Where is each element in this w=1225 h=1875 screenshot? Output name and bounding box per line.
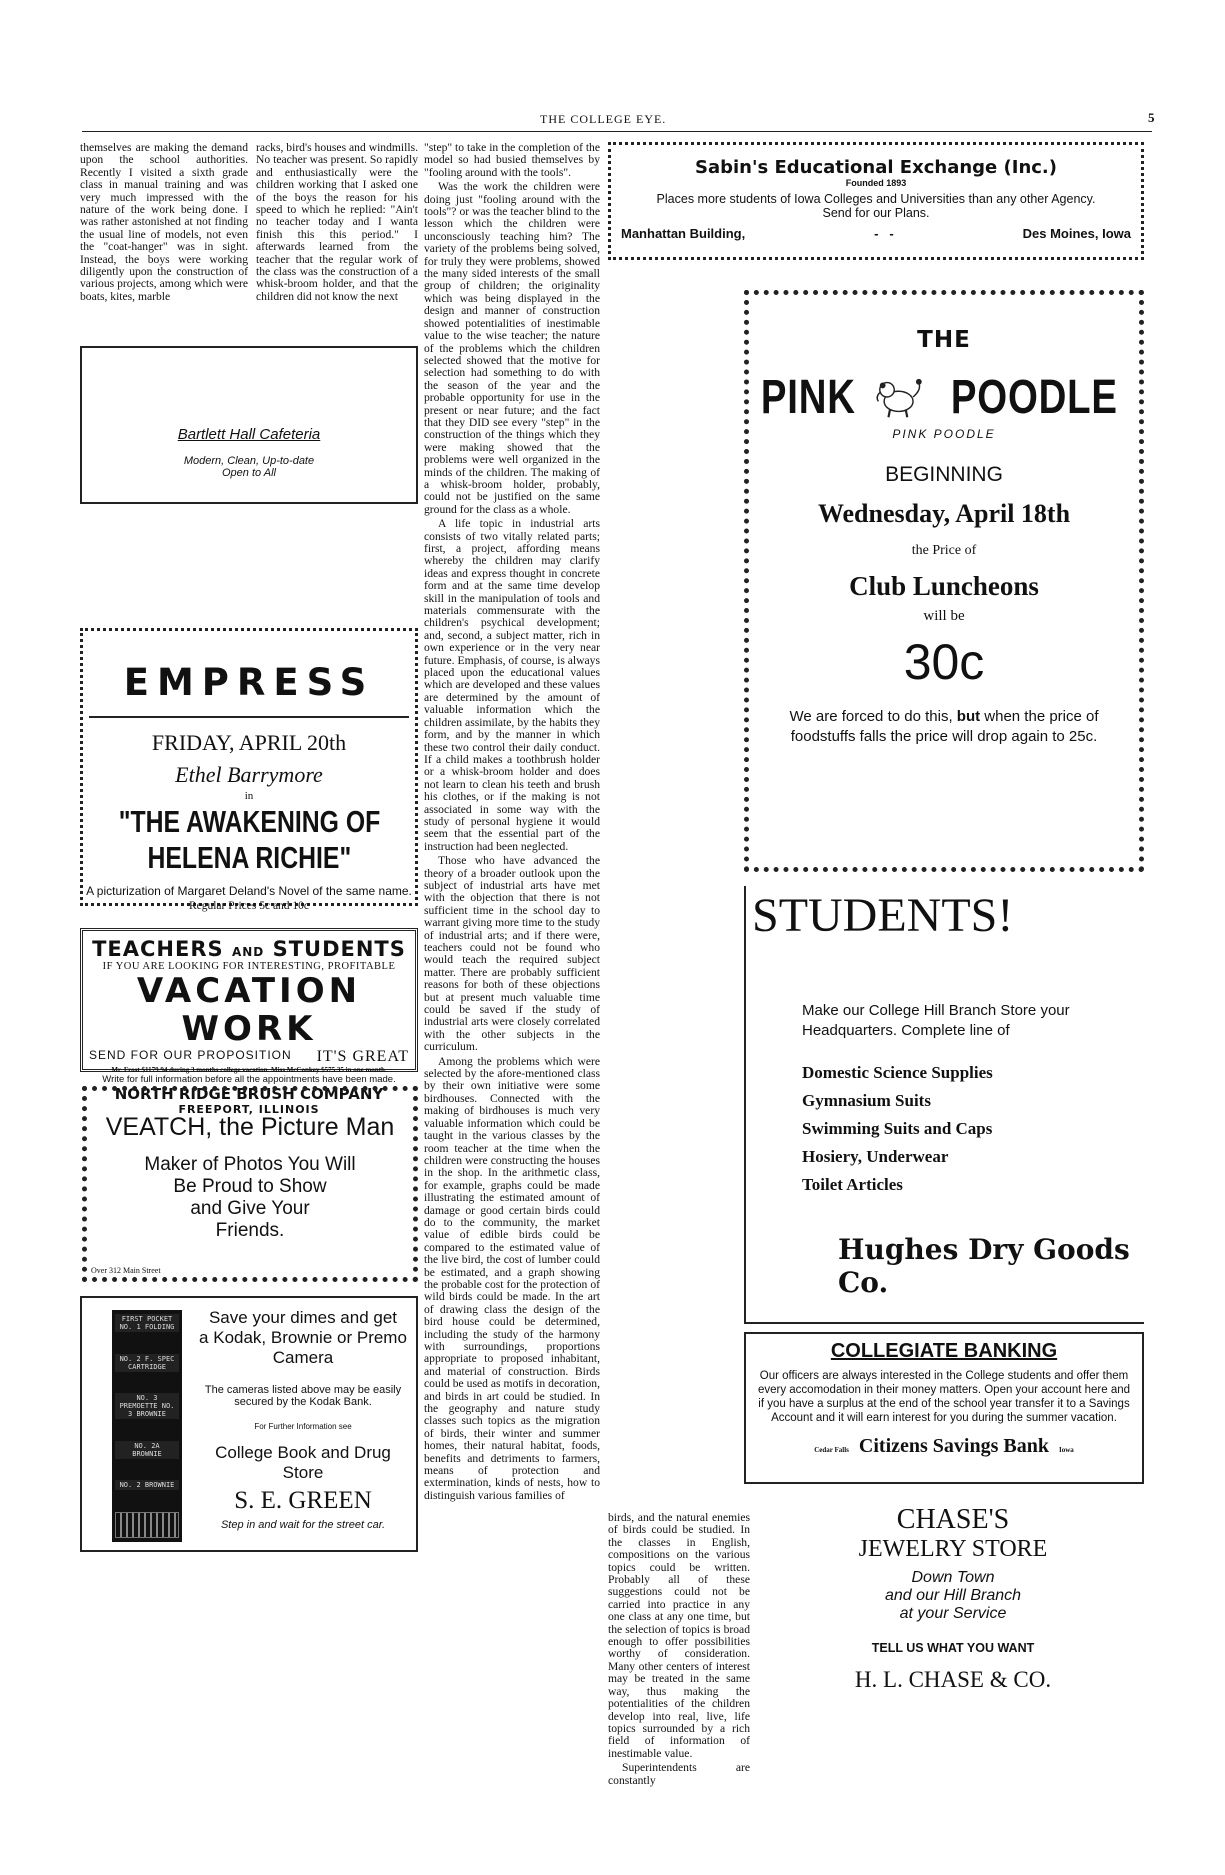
article-paragraph: Among the problems which were selected by the afore-mentioned class by their own initiative were some birdhouses. Connected with the making of birdhouses is much very valuable information which could be taught in the various classes by the room teacher at the time when the children were constructing the houses in the shop. In the arithmetic class, for example, graphs could be made illustrating the estimated amount of damage or good certain birds could do to the community, the market value of edible birds could be compared to the estimated value of the live bird, the cost of lumber could be estimated, and a graph showing the probable cost for the protection of wild birds could be made. In the art of drawing class the design of the bird house could be determined, including the study of the harmony with surroundings, proportions appropriate to proposed inhabitant, and material of construction. Birds could be used as motifs in decoration, and birds in art could be studied. In the geography and nature study classes such topics as the migration of birds, their winter and summer homes, their natural habitat, foods, benefits and detriments to farmers, means of protection and extermination, kinds of nests, how to distinguish various families of xyxy=(424,1054,600,1502)
show-date: FRIDAY, APRIL 20th xyxy=(151,730,347,755)
poodle-signature: PINK POODLE xyxy=(892,427,996,441)
product-item: Swimming Suits and Caps xyxy=(802,1119,993,1138)
heading-teachers: TEACHERS xyxy=(92,937,224,961)
article-column-3 xyxy=(424,142,600,1502)
article-column-4 xyxy=(608,1512,750,1787)
poodle-dog-icon xyxy=(874,367,925,427)
logo-pink: PINK xyxy=(760,370,856,424)
kodak-line4: The cameras listed above may be easily secured by the Kodak Bank. xyxy=(204,1384,402,1408)
store-name: College Book and Drug Store xyxy=(215,1443,391,1482)
veatch-address: Over 312 Main Street xyxy=(91,1266,161,1275)
heading-and: AND xyxy=(231,945,265,959)
exchange-name: Sabin's Educational Exchange (Inc.) xyxy=(694,157,1057,178)
building-name: Manhattan Building, xyxy=(621,226,746,241)
star-name: Ethel Barrymore xyxy=(175,762,323,787)
pink-poodle-ad xyxy=(744,290,1144,872)
founded-year: Founded 1893 xyxy=(845,178,907,188)
proposition-line xyxy=(89,1048,409,1066)
product-item: Hosiery, Underwear xyxy=(802,1147,949,1166)
will-be-label: will be xyxy=(923,608,965,624)
page-number: 5 xyxy=(1148,110,1155,125)
store-name: Hughes Dry Goods Co. xyxy=(838,1233,1130,1299)
company-city: FREEPORT, ILLINOIS xyxy=(178,1103,320,1116)
poodle-logo xyxy=(749,367,1139,427)
price-of-label: the Price of xyxy=(911,543,977,558)
article-paragraph: "step" to take in the completion of the model so had busied themselves by "fooling around with the tools". xyxy=(424,141,600,179)
chase-service: at your Service xyxy=(899,1605,1007,1622)
article-paragraph: A life topic in industrial arts consists of two vitally related parts; first, a project, affording means whereby the children may clarify ideas and express thought in concrete form and at the same time develop skill in the manipulation of tools and materials commensurate with the children's psychical development; and, second, a subject matter, rich in own experience or in the very near future. Emphasis, of course, is always placed upon the educational values which are developed and these values are determined by the amount of valuable information which the children assimilate, by the habits they form, and by the manner in which these two control their daily conduct. If a child makes a toothbrush holder or a whisk-broom holder and does not learn to clean his teeth and brush his clothes, or if the making is not associated in some way with the study of personal hygiene it would seem that the essential part of the instruction had been neglected. xyxy=(424,517,600,853)
poodle-the: THE xyxy=(917,327,971,353)
sabins-exchange-ad xyxy=(608,142,1144,260)
banking-heading: COLLEGIATE BANKING xyxy=(830,1340,1058,1362)
film-title-line2: HELENA RICHIE" xyxy=(147,840,351,875)
poodle-notice xyxy=(785,707,1103,747)
bartlett-cafeteria-ad xyxy=(80,346,418,504)
send-proposition: SEND FOR OUR PROPOSITION xyxy=(89,1048,292,1062)
bank-city: Cedar Falls xyxy=(814,1446,849,1454)
product-item: Gymnasium Suits xyxy=(802,1091,931,1110)
jeweler-name: CHASE'S xyxy=(896,1504,1010,1535)
article-paragraph: Was the work the children were doing just "fooling around with the tools"? or was the teacher blind to the lesson which the children were unconsciously teaching him? The variety of the problems being solved, for truly they were problems, showed the many sided interests of the small group of children; the originality which was being displayed in the design and manner of construction showed potentialities of inestimable value to the wise teacher; the nature of the problems which the children selected showed that the motive for selection had something to do with the season of the year and the probable opportunity for use in the present or near future; and the fact that they DID see every "step" in the construction of the things which they were making showed that the problems were well organized in the minds of the children. The making of a whisk-broom holder, probably, could not be justified on the same ground for the class as a whole. xyxy=(424,180,600,516)
chase-tell: TELL US WHAT YOU WANT xyxy=(871,1641,1035,1655)
cafeteria-tagline: Modern, Clean, Up-to-date xyxy=(183,455,315,467)
start-date: Wednesday, April 18th xyxy=(817,499,1071,528)
bank-name: Citizens Savings Bank xyxy=(858,1435,1049,1457)
earnings-testimony: Mr. Frost $1179.94 during 3 months college vacation. Miss McConkey $575.35 in one month. xyxy=(111,1066,387,1074)
kodak-line3: Camera xyxy=(272,1348,334,1367)
article-text: Superintendents are constantly xyxy=(608,1761,750,1787)
club-luncheons: Club Luncheons xyxy=(849,571,1039,601)
header-rule xyxy=(82,131,1152,132)
camera-label: NO. 2 F. SPEC CARTRIDGE xyxy=(115,1354,179,1372)
veatch-line4: Friends. xyxy=(215,1220,285,1241)
hughes-students-ad xyxy=(744,886,1144,1324)
theater-name: EMPRESS xyxy=(123,661,375,704)
exchange-description: Places more students of Iowa Colleges and Universities than any other Agency. Send for our Plans. xyxy=(656,192,1096,220)
kodak-line5: For Further Information see xyxy=(254,1422,352,1431)
logo-poodle: POODLE xyxy=(951,370,1119,424)
photographer-name: VEATCH, the Picture Man xyxy=(105,1113,395,1141)
bank-state: Iowa xyxy=(1058,1446,1074,1454)
bank-signature xyxy=(746,1435,1142,1458)
jewelry-store: JEWELRY STORE xyxy=(858,1536,1048,1562)
camera-label: NO. 2 BROWNIE xyxy=(115,1480,179,1490)
students-heading: STUDENTS! xyxy=(752,889,1014,942)
kodak-line1: Save your dimes and get xyxy=(208,1308,398,1327)
kodak-bank-image xyxy=(112,1310,182,1542)
ticket-prices: Regular Prices 5c and 10c xyxy=(188,900,310,912)
cafeteria-open: Open to All xyxy=(221,467,276,479)
chase-company: H. L. CHASE & CO. xyxy=(854,1667,1052,1692)
article-text: birds, and the natural enemies of birds could be studied. In the classes in English, compositions on the various topics could be written. Probably all of these suggestions could not be carried into practice in any one class at any one time, but the selection of topics is broad enough to offer possibilities worthy of consideration. Many other centers of interest may be treated in the same way, thus making the potentialities of the children develop into real, live, life topics surrounded by a rich field of information of inestimable value. xyxy=(608,1511,750,1760)
product-item: Domestic Science Supplies xyxy=(802,1063,993,1082)
empress-theater-ad xyxy=(80,628,418,912)
exchange-location: Manhattan Building, - - Des Moines, Iowa xyxy=(621,226,1131,241)
veatch-line2: Be Proud to Show xyxy=(173,1176,327,1197)
vacation-work-ad xyxy=(80,928,418,1116)
kodak-bank-ad xyxy=(80,1296,418,1552)
article-column-2 xyxy=(256,142,418,303)
banking-text: Our officers are always interested in the College students and offer them every accomodation in their money matters. Open your account here and if you have a surplus at the end of the school year transfer it to a Savings Account and it will earn interest for you during the summer vacation. xyxy=(757,1370,1131,1424)
notice-part1: We are forced to do this, xyxy=(789,708,953,725)
chase-downtown: Down Town xyxy=(911,1569,995,1586)
vacation-subline: IF YOU ARE LOOKING FOR INTERESTING, PROFITABLE xyxy=(102,961,396,972)
its-great: IT'S GREAT xyxy=(316,1048,409,1065)
exchange-city: Des Moines, Iowa xyxy=(1022,226,1131,241)
in-label: in xyxy=(244,790,254,802)
article-text: racks, bird's houses and windmills. No teacher was present. So rapidly and enthusiastically were the children working that I asked one of the boys the reason for his speed to which he replied: "Ain't no teacher today and I wanta finish this this period." I afterwards learned from the teacher that the regular work of the class was the construction of a whisk-broom holder, and that the children did not know the next xyxy=(256,141,418,303)
collegiate-banking-ad xyxy=(744,1332,1144,1484)
page-header-title: THE COLLEGE EYE. xyxy=(540,112,667,126)
cafeteria-name: Bartlett Hall Cafeteria xyxy=(177,426,321,443)
coin-slot-icon xyxy=(115,1512,179,1538)
owner-name: S. E. GREEN xyxy=(234,1487,372,1514)
product-list xyxy=(802,1059,1144,1199)
notice-part2: when the price of foodstuffs falls the price will drop again to 25c. xyxy=(790,708,1099,745)
article-column-1 xyxy=(80,142,248,303)
vacation-work-title: VACATION WORK xyxy=(136,971,362,1049)
article-text: themselves are making the demand upon the school authorities. Recently I visited a sixth grade class in manual training and was very much impressed with the nature of the work being done. I was rather astonished at not finding the usual line of models, not even the "coat-hanger" was in sight. Instead, the boys were working diligently upon the construction of various projects, among which were boats, kites, marble xyxy=(80,141,248,303)
camera-label: FIRST POCKET NO. 1 FOLDING xyxy=(115,1314,179,1332)
kodak-line2: a Kodak, Brownie or Premo xyxy=(199,1328,407,1347)
chase-jewelry-ad xyxy=(760,1504,1146,1692)
veatch-line3: and Give Your xyxy=(190,1198,310,1219)
veatch-line1: Maker of Photos You Will xyxy=(144,1154,356,1175)
write-info: Write for full information before all the appointments have been made. xyxy=(102,1074,396,1085)
article-paragraph: Those who have advanced the theory of a broader outlook upon the subject of industrial arts have met with the objection that there is not sufficient time in the school day to warrant giving more time to the study of industrial arts; and if there were, teachers could not be found who would teach the required subject matter. There are probably sufficient reasons for both of these objections but at present much valuable time could be saved if the study of industrial arts were closely correlated with the other subjects in the curriculum. xyxy=(424,854,600,1054)
store-tagline: Step in and wait for the street car. xyxy=(220,1519,386,1531)
students-intro: Make our College Hill Branch Store your Headquarters. Complete line of xyxy=(802,1002,1070,1039)
notice-but: but xyxy=(956,708,981,725)
beginning-label: BEGINNING xyxy=(885,463,1003,486)
camera-label: NO. 2A BROWNIE xyxy=(115,1441,179,1459)
heading-students: STUDENTS xyxy=(272,937,406,961)
chase-branch: and our Hill Branch xyxy=(884,1587,1022,1604)
vacation-heading xyxy=(89,937,409,961)
veatch-photographer-ad xyxy=(82,1086,418,1282)
kodak-ad-copy xyxy=(194,1308,412,1531)
luncheon-price: 30c xyxy=(903,634,985,690)
film-title-line1: "THE AWAKENING OF xyxy=(118,804,380,839)
camera-label: NO. 3 PREMOETTE NO. 3 BROWNIE xyxy=(115,1393,179,1419)
company-name: NORTH RIDGE BRUSH COMPANY xyxy=(114,1085,384,1103)
film-description: A picturization of Margaret Deland's Novel of the same name. xyxy=(86,884,412,898)
product-item: Toilet Articles xyxy=(802,1175,903,1194)
